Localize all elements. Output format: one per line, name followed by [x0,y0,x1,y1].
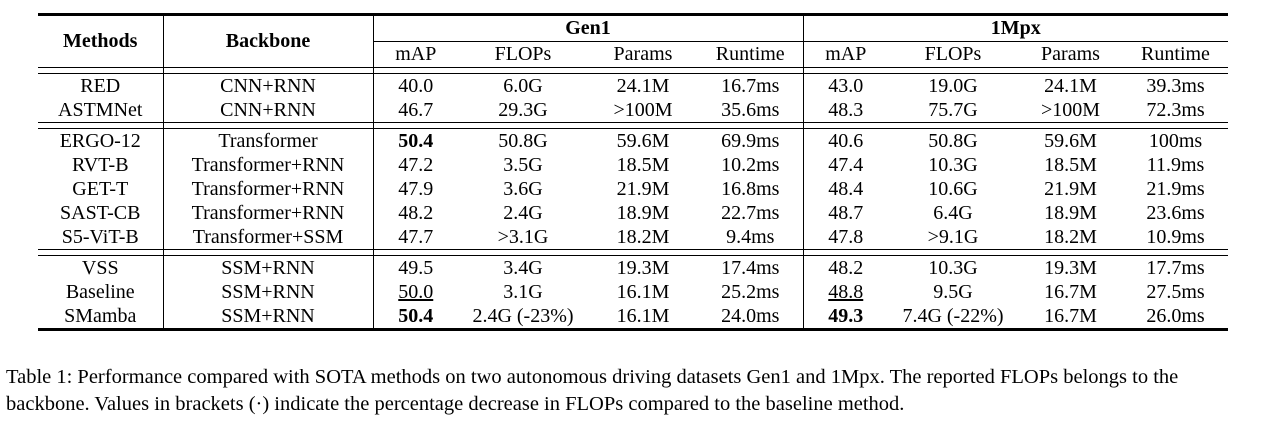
cell-value [698,74,803,99]
cell-value [588,256,698,281]
cell-text: 26.0ms [1146,305,1205,327]
results-table-container [38,13,1228,331]
cell-text: 10.3G [928,257,978,279]
subheader-1mpx-flops: FLOPs [888,42,1018,68]
cell-value [588,280,698,304]
cell-text: >100M [1040,99,1101,121]
cell-text: 18.5M [1044,154,1097,176]
cell-value [888,74,1018,99]
subheader-gen1-params: Params [588,42,698,68]
cell-text: 39.3ms [1146,75,1205,97]
table-row [38,129,1228,154]
cell-value [1018,129,1123,154]
cell-value [698,280,803,304]
cell-text: 18.9M [1044,202,1097,224]
cell-value [458,201,588,225]
cell-text: 2.4G (-23%) [472,305,574,327]
cell-text: 19.0G [928,75,978,97]
subheader-1mpx-runtime: Runtime [1123,42,1228,68]
cell-value [373,280,458,304]
cell-text: 48.4 [828,178,864,200]
cell-text: 9.5G [933,281,973,303]
cell-value [1123,74,1228,99]
cell-text: 9.4ms [726,226,775,248]
header-backbone: Backbone [163,15,373,68]
cell-value [1018,177,1123,201]
cell-value [803,256,888,281]
cell-method: SMamba [38,304,163,330]
cell-value [888,225,1018,250]
cell-text: 48.2 [828,257,864,279]
cell-text: 29.3G [498,99,548,121]
cell-backbone: SSM+RNN [163,280,373,304]
cell-text: 43.0 [828,75,864,97]
cell-value [458,280,588,304]
cell-backbone: Transformer+SSM [163,225,373,250]
cell-value [458,225,588,250]
subheader-1mpx-params: Params [1018,42,1123,68]
cell-text: 21.9M [1044,178,1097,200]
cell-value [888,201,1018,225]
cell-text: 50.8G [498,130,548,152]
cell-text: >3.1G [497,226,549,248]
cell-text: 47.8 [828,226,864,248]
cell-value [1123,225,1228,250]
cell-text: 24.1M [616,75,670,97]
table-row [38,74,1228,99]
cell-text: 16.8ms [721,178,780,200]
cell-value [1123,129,1228,154]
cell-value [458,153,588,177]
cell-text: 10.9ms [1146,226,1205,248]
cell-text: 50.0 [398,281,434,303]
cell-method: RED [38,74,163,99]
cell-text: 21.9ms [1146,178,1205,200]
cell-method: VSS [38,256,163,281]
cell-value [888,153,1018,177]
table-row [38,201,1228,225]
cell-text: 50.4 [398,305,434,327]
cell-text: 16.7M [1044,281,1097,303]
cell-text: 40.6 [828,130,864,152]
cell-value [1018,256,1123,281]
cell-text: 7.4G (-22%) [902,305,1004,327]
cell-text: 40.0 [398,75,434,97]
cell-value [458,98,588,123]
cell-value [588,201,698,225]
cell-value [1018,225,1123,250]
cell-text: 10.2ms [721,154,780,176]
cell-text: 22.7ms [721,202,780,224]
cell-value [373,74,458,99]
cell-value [888,98,1018,123]
cell-text: 3.1G [503,281,543,303]
cell-value [888,280,1018,304]
cell-text: 25.2ms [721,281,780,303]
cell-text: 11.9ms [1146,154,1205,176]
cell-backbone: CNN+RNN [163,98,373,123]
cell-value [698,98,803,123]
cell-text: 19.3M [1044,257,1097,279]
cell-text: 50.8G [928,130,978,152]
table-row [38,304,1228,330]
subheader-gen1-runtime: Runtime [698,42,803,68]
cell-text: 49.5 [398,257,434,279]
cell-text: 6.4G [933,202,973,224]
cell-value [1123,153,1228,177]
cell-value [803,98,888,123]
cell-value [373,304,458,330]
cell-value [588,304,698,330]
cell-value [588,177,698,201]
subheader-gen1-flops: FLOPs [458,42,588,68]
cell-backbone: Transformer+RNN [163,201,373,225]
table-row [38,98,1228,123]
cell-value [1018,201,1123,225]
cell-backbone: Transformer+RNN [163,153,373,177]
cell-text: 19.3M [616,257,670,279]
cell-method: RVT-B [38,153,163,177]
cell-text: 17.4ms [721,257,780,279]
cell-value [698,201,803,225]
cell-value [803,201,888,225]
table-row [38,225,1228,250]
cell-text: 16.7ms [721,75,780,97]
cell-value [803,177,888,201]
cell-text: 48.2 [398,202,434,224]
cell-value [888,256,1018,281]
cell-value [698,153,803,177]
cell-value [888,177,1018,201]
cell-text: 47.7 [398,226,434,248]
cell-backbone: Transformer [163,129,373,154]
cell-text: 35.6ms [721,99,780,121]
cell-value [698,177,803,201]
cell-value [803,225,888,250]
cell-value [373,98,458,123]
cell-backbone: SSM+RNN [163,304,373,330]
cell-value [1123,304,1228,330]
cell-value [373,153,458,177]
cell-method: SAST-CB [38,201,163,225]
cell-value [698,225,803,250]
cell-text: 72.3ms [1146,99,1205,121]
cell-text: 3.6G [503,178,543,200]
cell-value [1123,201,1228,225]
cell-method: GET-T [38,177,163,201]
cell-value [803,129,888,154]
table-caption: Table 1: Performance compared with SOTA methods on two autonomous driving datasets Gen1 and 1Mpx. The reported FLOPs belongs to the backbone. Values in brackets (·) indicate the percentage decrease in FLOPs compared to the baseline method. [6,366,1179,415]
cell-text: 18.9M [616,202,670,224]
cell-text: 69.9ms [721,130,780,152]
cell-text: 16.1M [616,305,670,327]
cell-text: 47.9 [398,178,434,200]
cell-value [588,74,698,99]
cell-value [1123,280,1228,304]
subheader-gen1-map: mAP [373,42,458,68]
cell-text: 10.6G [928,178,978,200]
cell-backbone: Transformer+RNN [163,177,373,201]
cell-method: ERGO-12 [38,129,163,154]
cell-text: 3.4G [503,257,543,279]
header-gen1: Gen1 [373,15,803,42]
cell-backbone: SSM+RNN [163,256,373,281]
cell-value [588,153,698,177]
cell-value [1123,177,1228,201]
subheader-1mpx-map: mAP [803,42,888,68]
cell-text: 18.5M [616,154,670,176]
cell-text: 48.8 [828,281,864,303]
cell-value [1018,280,1123,304]
cell-value [588,225,698,250]
cell-text: 27.5ms [1146,281,1205,303]
cell-value [1123,98,1228,123]
cell-value [888,304,1018,330]
cell-text: 59.6M [1044,130,1097,152]
cell-text: 48.7 [828,202,864,224]
cell-value [1018,153,1123,177]
cell-value [458,304,588,330]
cell-value [458,129,588,154]
cell-text: 21.9M [616,178,670,200]
cell-value [458,256,588,281]
cell-value [803,304,888,330]
cell-text: >100M [613,99,673,121]
cell-value [458,177,588,201]
cell-text: 18.2M [1044,226,1097,248]
cell-text: 16.7M [1044,305,1097,327]
cell-value [1018,98,1123,123]
results-table-body [38,68,1228,330]
cell-value [1123,256,1228,281]
cell-value [588,98,698,123]
cell-text: 100ms [1148,130,1203,152]
cell-value [373,225,458,250]
cell-text: 3.5G [503,154,543,176]
cell-text: 48.3 [828,99,864,121]
cell-value [698,256,803,281]
cell-value [1018,304,1123,330]
cell-value [373,129,458,154]
cell-text: 24.0ms [721,305,780,327]
cell-value [373,201,458,225]
cell-value [588,129,698,154]
cell-text: 16.1M [616,281,670,303]
cell-text: >9.1G [927,226,979,248]
cell-method: S5-ViT-B [38,225,163,250]
cell-value [698,304,803,330]
cell-text: 49.3 [828,305,864,327]
cell-text: 18.2M [616,226,670,248]
cell-text: 2.4G [503,202,543,224]
cell-text: 47.4 [828,154,864,176]
cell-value [373,256,458,281]
cell-text: 6.0G [503,75,543,97]
cell-text: 46.7 [398,99,434,121]
cell-text: 17.7ms [1146,257,1205,279]
header-1mpx: 1Mpx [803,15,1228,42]
cell-text: 47.2 [398,154,434,176]
cell-text: 24.1M [1044,75,1097,97]
header-methods: Methods [38,15,163,68]
table-row [38,177,1228,201]
cell-backbone: CNN+RNN [163,74,373,99]
results-table [38,13,1228,331]
cell-value [888,129,1018,154]
cell-value [803,280,888,304]
cell-value [803,74,888,99]
cell-value [373,177,458,201]
cell-text: 50.4 [398,130,434,152]
cell-text: 75.7G [928,99,978,121]
table-row [38,153,1228,177]
cell-method: Baseline [38,280,163,304]
cell-text: 23.6ms [1146,202,1205,224]
cell-value [698,129,803,154]
cell-text: 10.3G [928,154,978,176]
cell-value [458,74,588,99]
table-row [38,280,1228,304]
table-row [38,256,1228,281]
cell-method: ASTMNet [38,98,163,123]
cell-text: 59.6M [616,130,670,152]
cell-value [803,153,888,177]
cell-value [1018,74,1123,99]
